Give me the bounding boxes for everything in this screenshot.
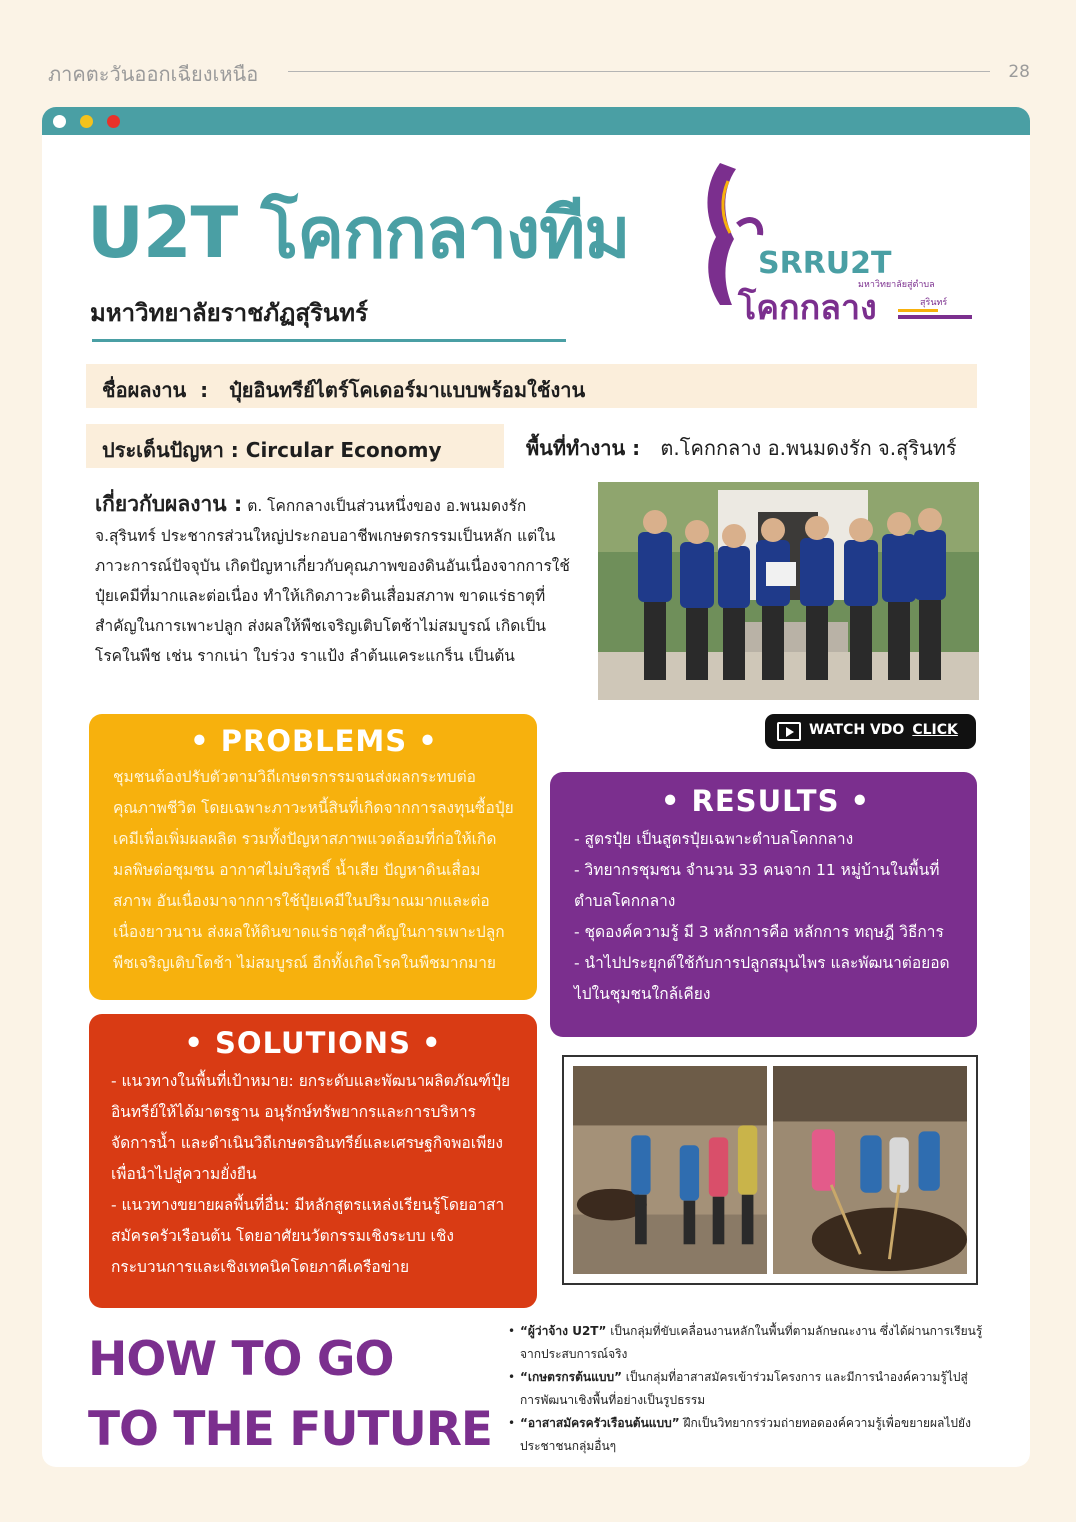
logo-tagline: มหาวิทยาลัยสู่ตำบล xyxy=(858,280,935,290)
results-item: - ชุดองค์ความรู้ มี 3 หลักการคือ หลักการ ทฤษฎี วิธีการ xyxy=(574,923,944,941)
problems-heading: • PROBLEMS • xyxy=(190,724,438,758)
window-dot-yellow xyxy=(80,115,93,128)
area-value: ต.โคกกลาง อ.พนมดงรัก จ.สุรินทร์ xyxy=(660,436,957,460)
issue-colon: : xyxy=(230,438,246,462)
watch-video-button[interactable] xyxy=(765,714,976,749)
about-text: ต. โคกกลางเป็นส่วนหนึ่งของ อ.พนมดงรัก จ.สุรินทร์ ประชากรส่วนใหญ่ประกอบอาชีพเกษตรกรรมเป็นหลัก แต่ในภาวะการณ์ปัจจุบัน เกิดปัญหาเกี่ยวกับคุณภาพของดินอันเนื่องจากการใช้ปุ๋ยเคมีที่มากและต่อเนื่อง ทำให้เกิดภาวะดินเสื่อมสภาพ ขาดแร่ธาตุที่สำคัญในการเพาะปลูก ส่งผลให้พืชเจริญเติบโตช้าไม่สมบูรณ์ เกิดเป็นโรคในพืช เช่น รากเน่า ใบร่วง ราแป้ง ลำต้นแคระแกร็น เป็นต้น xyxy=(95,497,570,665)
logo-brand: SRRU2T xyxy=(758,246,892,281)
work-name-value: ปุ๋ยอินทรีย์ไตร์โคเดอร์มาแบบพร้อมใช้งาน xyxy=(229,378,586,402)
page-number: 28 xyxy=(1008,62,1030,82)
issue-label: ประเด็นปัญหา xyxy=(102,438,224,462)
results-item: - นำไปประยุกต์ใช้กับการปลูกสมุนไพร และพัฒนาต่อยอดไปในชุมชนใกล้เคียง xyxy=(574,954,950,1003)
note-text: ฝึกเป็นวิทยากรร่วมถ่ายทอดองค์ความรู้เพื่อขยายผลไปยังประชาชนกลุ่มอื่นๆ xyxy=(520,1416,971,1453)
logo-province: สุรินทร์ xyxy=(920,298,948,308)
area-colon: : xyxy=(625,436,655,460)
work-name-bar xyxy=(86,364,977,408)
activity-photo-right xyxy=(773,1066,967,1274)
work-name-label: ชื่อผลงาน xyxy=(102,378,187,402)
page-title: U2T โคกกลางทีม xyxy=(87,192,630,274)
issue-value: Circular Economy xyxy=(245,438,442,462)
note-item xyxy=(508,1412,986,1458)
window-dot-red xyxy=(107,115,120,128)
future-line-1: HOW TO GO xyxy=(88,1332,394,1387)
future-heading xyxy=(88,1325,492,1465)
region-label: ภาคตะวันออกเฉียงเหนือ xyxy=(48,62,259,86)
solutions-list xyxy=(111,1066,515,1283)
work-area xyxy=(526,432,957,464)
note-text: เป็นกลุ่มที่อาสาสมัครเข้าร่วมโครงการ และมีการนำองค์ความรู้ไปสู่การพัฒนาเชิงพื้นที่อย่างเป็นรูปธรรม xyxy=(520,1370,968,1407)
subtitle-rule xyxy=(92,339,566,342)
solutions-panel xyxy=(89,1014,537,1308)
area-label: พื้นที่ทำงาน xyxy=(526,436,626,460)
window-bar xyxy=(42,107,1030,135)
content-card xyxy=(42,107,1030,1467)
team-photo-image xyxy=(598,482,979,700)
note-term: “อาสาสมัครครัวเรือนต้นแบบ” xyxy=(520,1416,680,1430)
team-photo xyxy=(598,482,979,700)
about-section xyxy=(95,489,573,671)
watch-label: WATCH VDO xyxy=(809,722,905,738)
play-icon xyxy=(777,722,801,741)
solutions-item: - แนวทางในพื้นที่เป้าหมาย: ยกระดับและพัฒนาผลิตภัณฑ์ปุ๋ยอินทรีย์ให้ได้มาตรฐาน อนุรักษ์ทรัพยากรและการบริหารจัดการน้ำ และดำเนินวิถีเกษตรอินทรีย์และเศรษฐกิจพอเพียงเพื่อนำไปสู่ความยั่งยืน xyxy=(111,1072,511,1183)
university-name: มหาวิทยาลัยราชภัฏสุรินทร์ xyxy=(90,299,368,327)
note-term: “เกษตรกรต้นแบบ” xyxy=(520,1370,622,1384)
header-rule xyxy=(288,71,990,72)
results-item: - วิทยากรชุมชน จำนวน 33 คนจาก 11 หมู่บ้านในพื้นที่ตำบลโคกกลาง xyxy=(574,861,940,910)
work-name-colon: : xyxy=(193,378,223,402)
issue-bar xyxy=(86,424,504,468)
activity-photo-left-image xyxy=(573,1066,767,1274)
results-list xyxy=(574,824,957,1010)
activity-photo-left xyxy=(573,1066,767,1274)
window-dot-white xyxy=(53,115,66,128)
note-term: “ผู้ว่าจ้าง U2T” xyxy=(520,1324,607,1338)
about-label: เกี่ยวกับผลงาน : xyxy=(95,492,243,516)
solutions-item: - แนวทางขยายผลพื้นที่อื่น: มีหลักสูตรแหล่งเรียนรู้โดยอาสาสมัครครัวเรือนต้น โดยอาศัยนวัตกรรมเชิงระบบ เชิงกระบวนการและเชิงเทคนิคโดยภาคีเครือข่าย xyxy=(111,1196,505,1276)
results-heading: • RESULTS • xyxy=(660,784,871,818)
logo-graphic xyxy=(698,155,976,325)
future-line-2: TO THE FUTURE xyxy=(88,1402,493,1457)
srru2t-logo xyxy=(698,155,976,325)
note-text: เป็นกลุ่มที่ขับเคลื่อนงานหลักในพื้นที่ตามลักษณะงาน ซึ่งได้ผ่านการเรียนรู้จากประสบการณ์จริง xyxy=(520,1324,983,1361)
click-link[interactable]: CLICK xyxy=(912,722,958,738)
activity-photo-right-image xyxy=(773,1066,967,1274)
activity-photos xyxy=(562,1055,978,1285)
note-item xyxy=(508,1320,986,1366)
page-header xyxy=(48,56,1034,88)
note-item xyxy=(508,1366,986,1412)
logo-place: โคกกลาง xyxy=(738,288,877,325)
problems-text: ชุมชนต้องปรับตัวตามวิถีเกษตรกรรมจนส่งผลกระทบต่อคุณภาพชีวิต โดยเฉพาะภาวะหนี้สินที่เกิดจากการลงทุนซื้อปุ๋ยเคมีเพื่อเพิ่มผลผลิต รวมทั้งปัญหาสภาพแวดล้อมที่ก่อให้เกิดมลพิษต่อชุมชน อากาศไม่บริสุทธิ์ น้ำเสีย ปัญหาดินเสื่อมสภาพ อันเนื่องมาจากการใช้ปุ๋ยเคมีในปริมาณมากและต่อเนื่องยาวนาน ส่งผลให้ดินขาดแร่ธาตุสำคัญในการเพาะปลูก พืชเจริญเติบโตช้า ไม่สมบูรณ์ อีกทั้งเกิดโรคในพืชมากมาย xyxy=(113,768,514,972)
results-item: - สูตรปุ๋ย เป็นสูตรปุ๋ยเฉพาะตำบลโคกกลาง xyxy=(574,830,854,848)
solutions-heading: • SOLUTIONS • xyxy=(184,1026,442,1060)
problems-panel xyxy=(89,714,537,1000)
results-panel xyxy=(550,772,977,1037)
future-notes xyxy=(508,1320,986,1458)
